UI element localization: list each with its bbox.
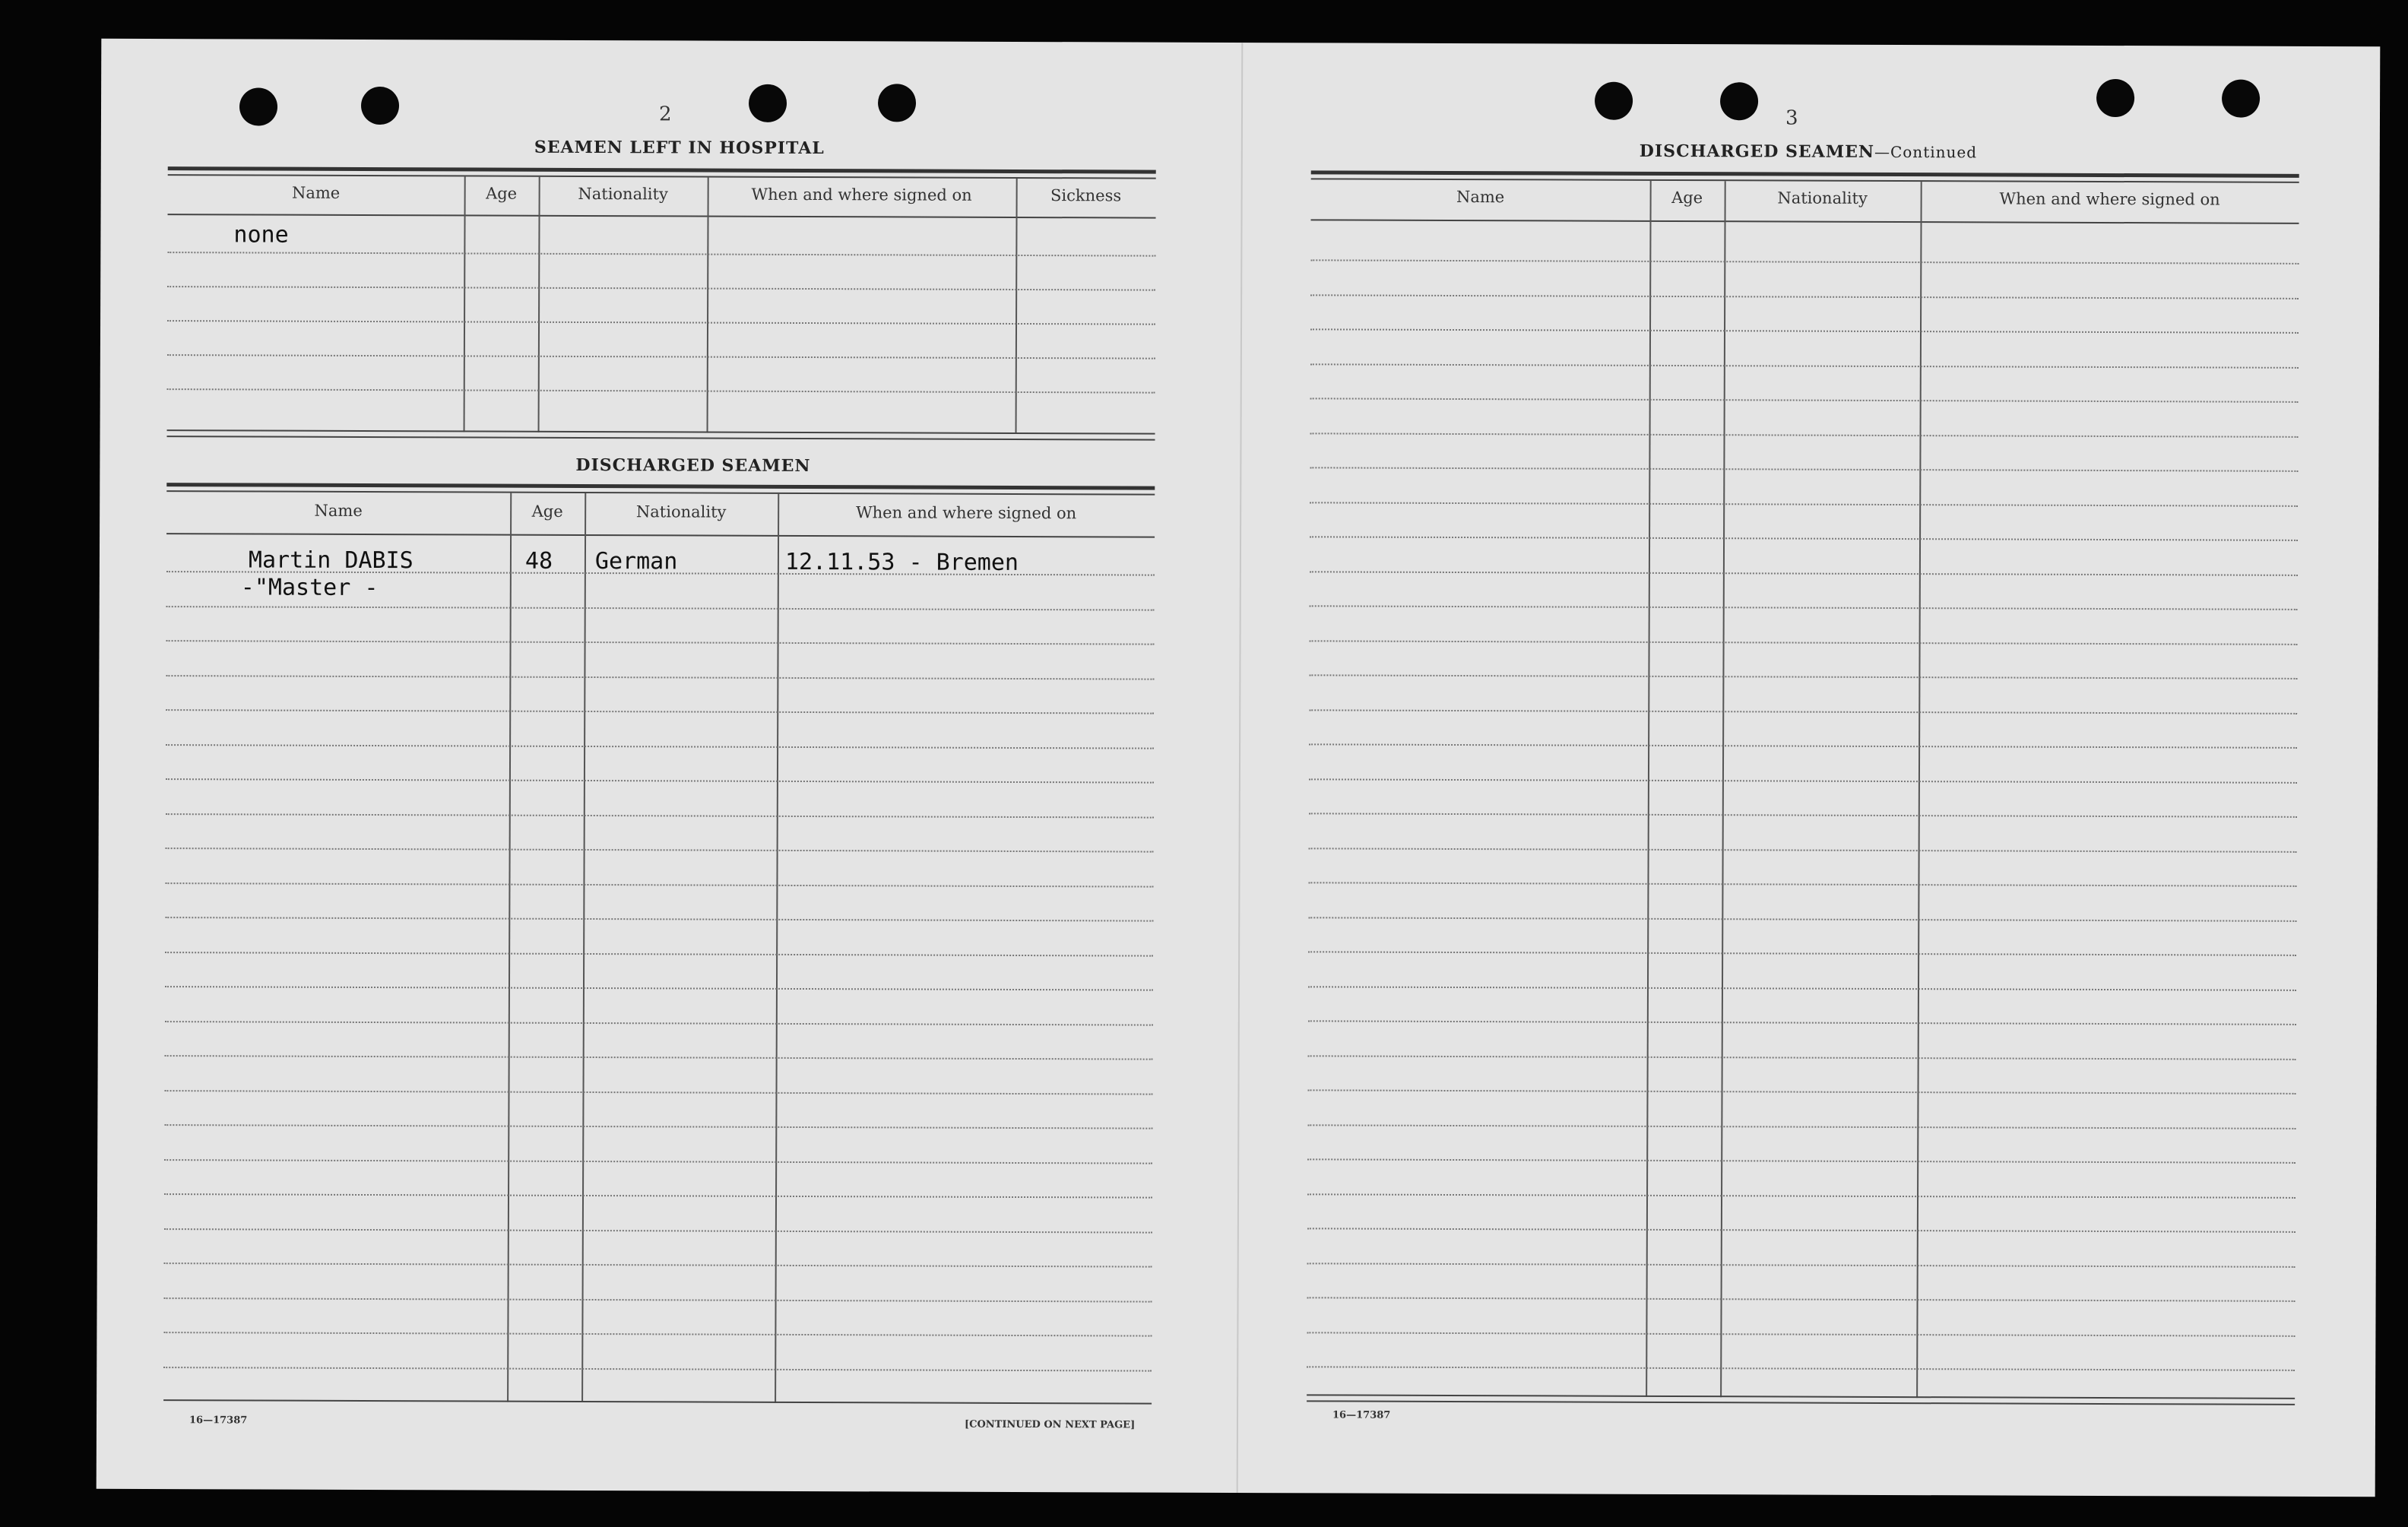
form-number-right: 16—17387: [1332, 1409, 1391, 1421]
ruled-row: [1309, 674, 2297, 680]
ruled-row: [166, 847, 1154, 853]
column-divider: [1646, 181, 1652, 1397]
punch-hole: [1595, 82, 1633, 120]
ruled-row: [166, 675, 1154, 680]
table-bottom-rule: [167, 436, 1155, 441]
table-top-rule: [168, 166, 1156, 174]
column-header-nationality: Nationality: [578, 184, 668, 204]
table-top-rule: [1311, 170, 2299, 178]
page-number-right: 3: [1785, 106, 1798, 130]
continued-note: [CONTINUED ON NEXT PAGE]: [964, 1418, 1136, 1431]
discharged-continued-title: [1640, 141, 1977, 163]
table-top-rule: [166, 490, 1155, 496]
column-header-name: Name: [1456, 187, 1505, 207]
header-underline: [168, 214, 1156, 219]
ruled-row: [166, 709, 1154, 714]
ruled-row: [1308, 951, 2296, 956]
ruled-row: [1309, 743, 2297, 749]
ruled-row: [167, 388, 1155, 394]
ruled-row: [1308, 1020, 2296, 1025]
ruled-row: [1310, 467, 2298, 472]
seaman-nationality: German: [594, 548, 678, 575]
ruled-row: [1310, 294, 2299, 299]
header-underline: [166, 533, 1155, 538]
ruled-row: [1310, 536, 2298, 541]
table-top-rule: [1311, 178, 2299, 183]
ruled-row: [1307, 1297, 2296, 1302]
ruled-row: [1308, 986, 2296, 991]
ruled-row: [1310, 328, 2299, 334]
ruled-row: [165, 917, 1153, 922]
ruled-row: [1310, 605, 2298, 610]
punch-hole: [749, 84, 787, 122]
ruled-row: [165, 1090, 1153, 1095]
column-header-age: Age: [486, 184, 518, 203]
column-header-nationality: Nationality: [635, 502, 727, 521]
hospital-entry: none: [233, 221, 289, 249]
ruled-row: [167, 286, 1155, 291]
ruled-row: [1310, 502, 2298, 507]
ruled-row: [1309, 709, 2297, 714]
punch-hole: [361, 87, 399, 125]
ruled-row: [1309, 813, 2297, 818]
ruled-row: [165, 1055, 1153, 1060]
punch-hole: [878, 84, 916, 122]
discharged-title-text: DISCHARGED SEAMEN: [1639, 141, 1875, 162]
ruled-row: [163, 1367, 1152, 1372]
seaman-rank: -"Master -: [240, 574, 379, 602]
ruled-row: [1307, 1366, 2295, 1371]
hospital-section-title: SEAMEN LEFT IN HOSPITAL: [534, 137, 825, 159]
ruled-row: [164, 1124, 1152, 1129]
ruled-row: [166, 778, 1154, 784]
ruled-row: [1308, 1089, 2296, 1095]
page-number-left: 2: [658, 103, 672, 126]
ruled-row: [165, 986, 1153, 991]
ruled-row: [1308, 917, 2296, 922]
column-header-signed-on: When and where signed on: [856, 503, 1077, 523]
continued-suffix: —Continued: [1874, 142, 1978, 162]
seaman-signed-on: 12.11.53 - Bremen: [784, 548, 1019, 576]
ruled-row: [165, 1021, 1153, 1026]
table-bottom-rule: [1307, 1400, 2295, 1405]
column-divider: [775, 494, 779, 1403]
page-fold: [1237, 43, 1244, 1493]
ruled-row: [165, 952, 1153, 957]
table-bottom-rule: [167, 429, 1155, 435]
table-top-rule: [168, 174, 1156, 179]
header-underline: [1311, 219, 2299, 224]
ruled-row: [164, 1228, 1152, 1234]
ruled-row: [166, 606, 1155, 611]
ruled-row: [1310, 398, 2299, 403]
document-sheet: [97, 39, 2381, 1497]
ruled-row: [1310, 571, 2298, 576]
column-divider: [464, 176, 466, 432]
seaman-name: Martin DABIS: [248, 546, 413, 575]
column-divider: [1720, 181, 1726, 1397]
column-header-name: Name: [291, 183, 341, 202]
ruled-row: [1307, 1158, 2296, 1164]
table-bottom-rule: [1307, 1394, 2295, 1399]
column-divider: [1916, 182, 1922, 1398]
ruled-row: [1309, 778, 2297, 784]
form-number-left: 16—17387: [189, 1415, 248, 1427]
ruled-row: [165, 882, 1153, 888]
ruled-row: [1308, 882, 2296, 887]
table-bottom-rule: [163, 1399, 1152, 1405]
ruled-row: [1308, 1055, 2296, 1060]
ruled-row: [1310, 363, 2299, 369]
column-header-signed-on: When and where signed on: [1999, 189, 2220, 209]
ruled-row: [1310, 432, 2299, 438]
ruled-row: [1310, 640, 2298, 645]
ruled-row: [163, 1332, 1152, 1337]
seaman-age: 48: [524, 547, 553, 575]
ruled-row: [166, 813, 1154, 819]
ruled-row: [164, 1297, 1152, 1303]
column-divider: [507, 493, 512, 1402]
column-header-sickness: Sickness: [1050, 186, 1122, 205]
column-header-signed-on: When and where signed on: [751, 185, 972, 204]
ruled-row: [166, 744, 1154, 749]
column-divider: [538, 177, 540, 432]
ruled-row: [1307, 1332, 2295, 1337]
column-divider: [707, 178, 709, 433]
discharged-section-title: DISCHARGED SEAMEN: [575, 455, 811, 477]
ruled-row: [167, 354, 1155, 360]
ruled-row: [166, 640, 1155, 645]
ruled-row: [1310, 259, 2299, 265]
column-header-age: Age: [531, 502, 563, 521]
punch-hole: [1720, 82, 1758, 120]
column-header-name: Name: [314, 501, 363, 520]
ruled-row: [167, 252, 1155, 257]
punch-hole: [239, 87, 277, 125]
ruled-row: [1307, 1193, 2296, 1199]
ruled-row: [1307, 1124, 2296, 1129]
ruled-row: [167, 320, 1155, 325]
ruled-row: [1309, 847, 2297, 853]
punch-hole: [2096, 79, 2134, 117]
column-header-nationality: Nationality: [1777, 188, 1868, 208]
column-header-age: Age: [1671, 188, 1703, 208]
ruled-row: [164, 1262, 1152, 1268]
table-top-rule: [166, 483, 1155, 490]
punch-hole: [2222, 80, 2260, 118]
column-divider: [1015, 179, 1018, 434]
ruled-row: [1307, 1262, 2296, 1268]
ruled-row: [1307, 1228, 2296, 1233]
column-divider: [581, 493, 586, 1402]
ruled-row: [164, 1159, 1152, 1164]
ruled-row: [164, 1193, 1152, 1199]
